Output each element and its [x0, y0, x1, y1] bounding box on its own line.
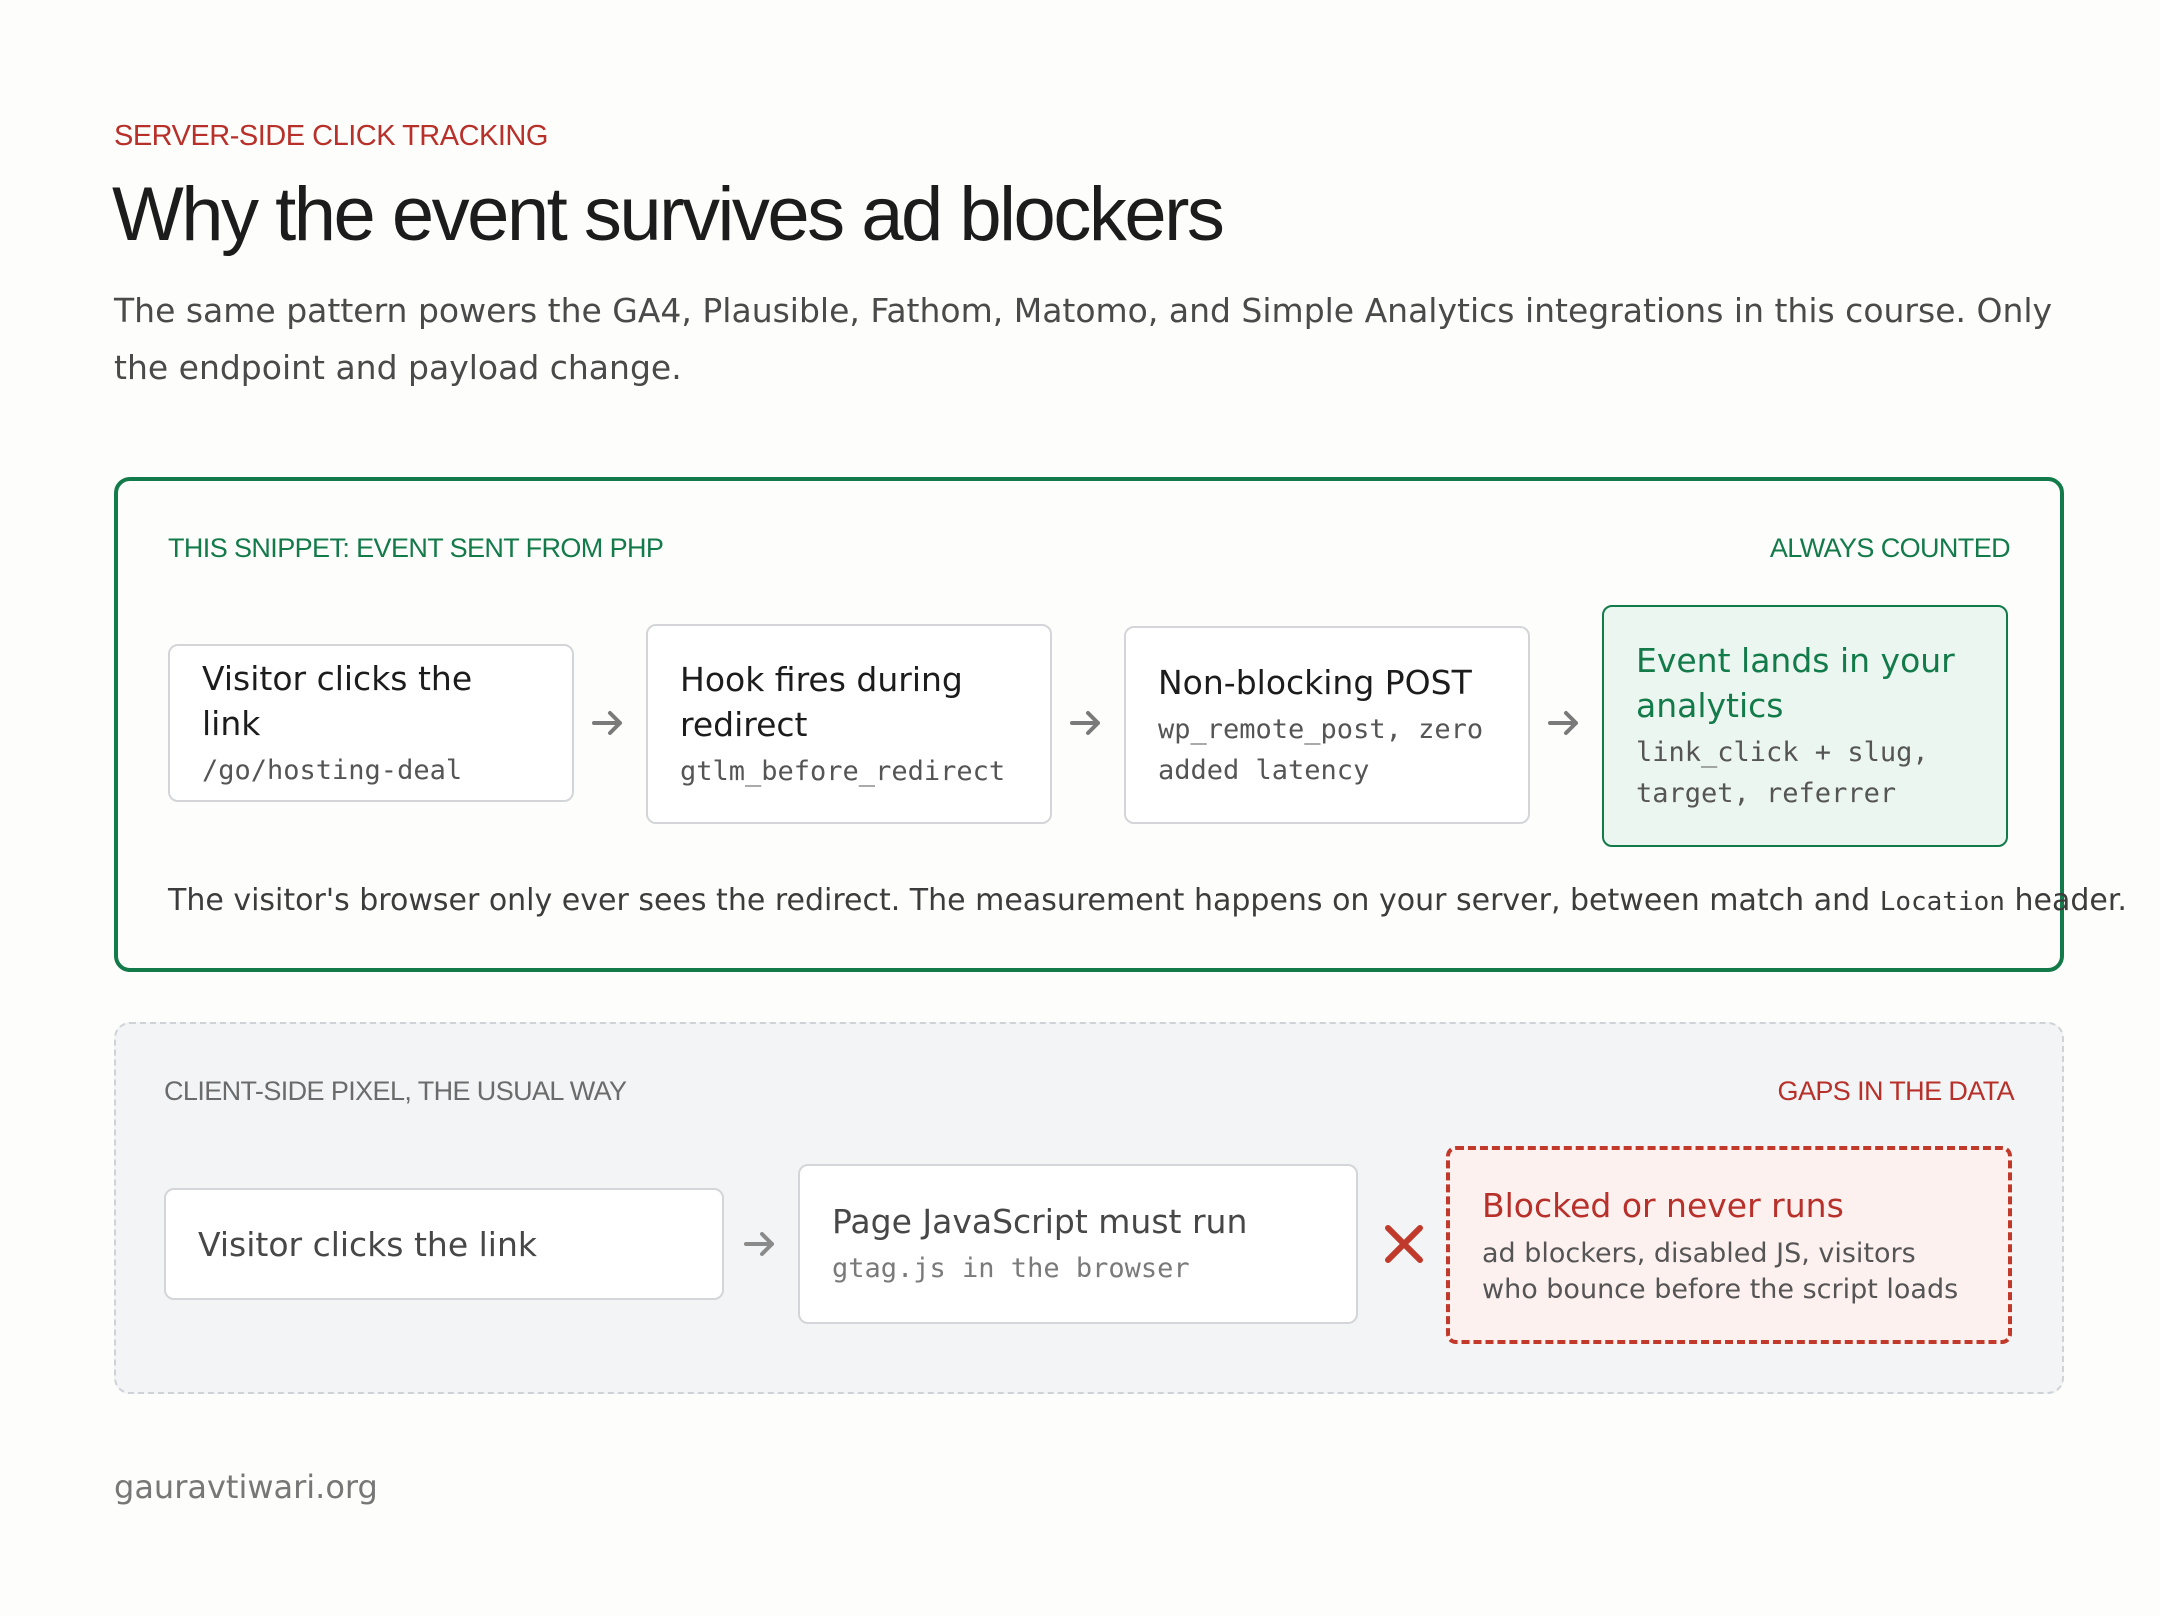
note-text-end: header. — [2014, 883, 2127, 918]
server-side-panel — [114, 477, 2127, 972]
step-title: Event lands in your analytics — [1636, 641, 1955, 725]
arrow-right-icon — [740, 1224, 780, 1264]
failure-detail: ad blockers, disabled JS, visitors who bounce before the script loads — [1482, 1237, 1959, 1305]
step-visitor-clicks — [168, 644, 574, 802]
client-step-page-javascript — [798, 1164, 1358, 1324]
step-title: Visitor clicks the link — [202, 658, 473, 743]
arrow-right-icon — [1066, 703, 1106, 743]
step-event-lands — [1602, 605, 2008, 847]
step-non-blocking-post — [1124, 626, 1530, 824]
server-panel-label: THIS SNIPPET: EVENT SENT FROM PHP — [168, 533, 664, 563]
step-detail: gtag.js in the browser — [832, 1253, 1190, 1284]
server-panel-status: ALWAYS COUNTED — [1769, 533, 2010, 563]
step-detail: /go/hosting-deal — [202, 754, 463, 786]
step-title: Visitor clicks the link — [198, 1224, 537, 1264]
step-title: Non-blocking POST — [1158, 662, 1472, 702]
footer-site: gauravtiwari.org — [114, 1468, 378, 1506]
step-title: Page JavaScript must run — [832, 1202, 1248, 1241]
failure-title: Blocked or never runs — [1482, 1185, 1844, 1225]
note-text: The visitor's browser only ever sees the redirect. The measurement happens on your server, between match and — [168, 883, 1871, 918]
page-subtitle: The same pattern powers the GA4, Plausible, Fathom, Matomo, and Simple Analytics integrations in this course. Only the endpoint and payload change. — [114, 291, 2053, 387]
x-mark-icon — [1382, 1222, 1426, 1266]
client-panel-status: GAPS IN THE DATA — [1777, 1076, 2014, 1106]
step-hook-fires — [646, 624, 1052, 824]
page-title: Why the event survives ad blockers — [112, 172, 1223, 257]
client-panel-label: CLIENT-SIDE PIXEL, THE USUAL WAY — [164, 1076, 627, 1106]
note-code: Location — [1879, 887, 2005, 917]
step-detail: link_click + slug, target, referrer — [1636, 737, 1929, 809]
step-detail: gtlm_before_redirect — [680, 755, 1006, 787]
arrow-right-icon — [1544, 703, 1584, 743]
failure-box — [1446, 1146, 2012, 1344]
arrow-right-icon — [588, 703, 628, 743]
step-detail: wp_remote_post, zero added latency — [1158, 713, 1484, 786]
eyebrow-label: SERVER-SIDE CLICK TRACKING — [114, 120, 548, 152]
client-side-panel — [114, 1022, 2064, 1394]
step-title: Hook fires during redirect — [680, 659, 963, 744]
client-step-visitor-clicks — [164, 1188, 724, 1300]
server-panel-note — [168, 883, 2127, 918]
